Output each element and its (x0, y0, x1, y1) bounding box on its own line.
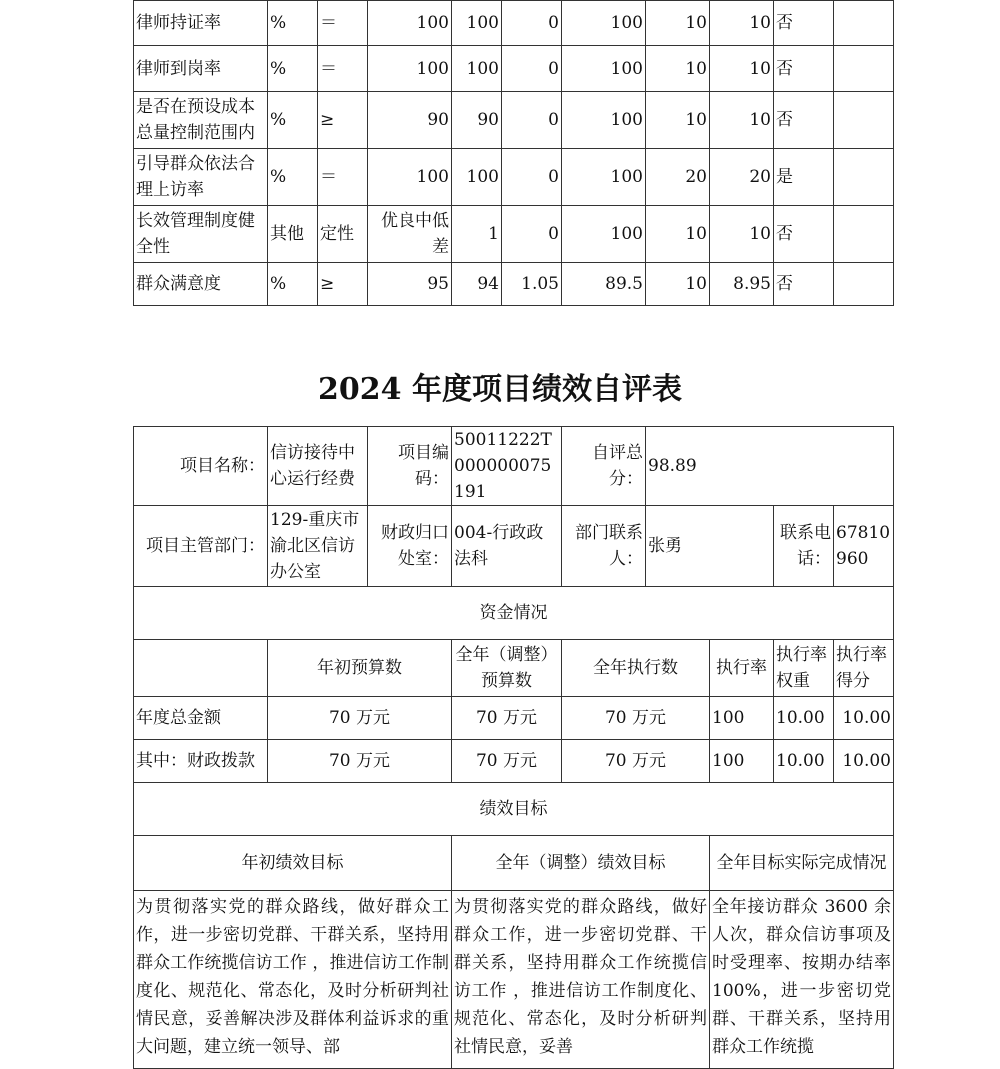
indicator-unit: % (268, 149, 318, 206)
indicator-operator: 定性 (318, 206, 368, 263)
indicator-operator: ＝ (318, 46, 368, 92)
indicator-actual: 1 (452, 206, 502, 263)
indicator-name: 律师持证率 (134, 1, 268, 46)
indicator-rate: 100 (562, 206, 646, 263)
indicator-score: 20 (710, 149, 774, 206)
table-row (134, 206, 894, 263)
total-score: 98.89 (646, 427, 894, 506)
goals-section-header: 绩效目标 (134, 783, 894, 836)
funds-header-row (134, 640, 894, 697)
funds-header-rate-score: 执行率得分 (834, 640, 894, 697)
goal-text-adjusted: 为贯彻落实党的群众路线，做好群众工作，进一步密切党群、干群关系，坚持用群众工作统揽信访工作 ，推进信访工作制度化、规范化、常态化，及时分析研判社情民意，妥善 (452, 891, 710, 1069)
project-name-label: 项目名称： (134, 427, 268, 506)
contact-person: 张勇 (646, 506, 774, 587)
indicator-score: 10 (710, 92, 774, 149)
funds-rate-weight: 10.00 (774, 697, 834, 740)
indicator-deviation: 0 (502, 1, 562, 46)
goal-header-initial: 年初绩效目标 (134, 836, 452, 891)
indicator-weight: 10 (646, 46, 710, 92)
section-row (134, 587, 894, 640)
table-row (134, 46, 894, 92)
indicator-operator: ＝ (318, 1, 368, 46)
indicator-note (834, 92, 894, 149)
contact-label: 部门联系人： (562, 506, 646, 587)
goal-text-initial: 为贯彻落实党的群众路线，做好群众工作，进一步密切党群、干群关系，坚持用群众工作统揽信访工作 ，推进信访工作制度化、规范化、常态化，及时分析研判社情民意，妥善解决涉及群体利益诉求的重大问题，建立统一领导、部 (134, 891, 452, 1069)
indicator-flag: 否 (774, 206, 834, 263)
indicator-flag: 是 (774, 149, 834, 206)
funds-header-initial: 年初预算数 (268, 640, 452, 697)
indicator-actual: 100 (452, 46, 502, 92)
project-name: 信访接待中心运行经费 (268, 427, 368, 506)
goal-text-actual: 全年接访群众 3600 余人次，群众信访事项及时受理率、按期办结率 100%，进一步密切党群、干群关系，坚持用群众工作统揽 (710, 891, 894, 1069)
indicator-unit: % (268, 263, 318, 306)
indicator-flag: 否 (774, 263, 834, 306)
indicator-deviation: 0 (502, 46, 562, 92)
indicator-score: 10 (710, 1, 774, 46)
dept-label: 项目主管部门： (134, 506, 268, 587)
indicator-unit: % (268, 92, 318, 149)
table-row (134, 92, 894, 149)
indicator-deviation: 0 (502, 92, 562, 149)
funds-executed: 70 万元 (562, 740, 710, 783)
funds-header-exec-rate: 执行率 (710, 640, 774, 697)
indicator-name: 长效管理制度健全性 (134, 206, 268, 263)
indicator-unit: 其他 (268, 206, 318, 263)
funds-initial: 70 万元 (268, 697, 452, 740)
total-score-label: 自评总分： (562, 427, 646, 506)
indicator-note (834, 263, 894, 306)
indicator-target: 90 (368, 92, 452, 149)
indicator-score: 10 (710, 46, 774, 92)
page-title: 2024 年度项目绩效自评表 (318, 372, 682, 407)
funds-adjusted: 70 万元 (452, 697, 562, 740)
funds-rate-score: 10.00 (834, 697, 894, 740)
funds-rate-weight: 10.00 (774, 740, 834, 783)
indicator-flag: 否 (774, 92, 834, 149)
funds-initial: 70 万元 (268, 740, 452, 783)
indicator-rate: 89.5 (562, 263, 646, 306)
indicator-target: 95 (368, 263, 452, 306)
indicator-target: 100 (368, 1, 452, 46)
indicator-weight: 10 (646, 206, 710, 263)
funds-header-rate-weight: 执行率权重 (774, 640, 834, 697)
indicator-flag: 否 (774, 1, 834, 46)
indicator-name: 律师到岗率 (134, 46, 268, 92)
section-row (134, 783, 894, 836)
self-eval-table (133, 426, 894, 1069)
indicator-actual: 90 (452, 92, 502, 149)
indicator-target: 100 (368, 149, 452, 206)
indicator-table (133, 0, 894, 306)
indicator-weight: 20 (646, 149, 710, 206)
funds-adjusted: 70 万元 (452, 740, 562, 783)
indicator-operator: ≥ (318, 92, 368, 149)
indicator-unit: % (268, 46, 318, 92)
goal-header-actual: 全年目标实际完成情况 (710, 836, 894, 891)
indicator-deviation: 0 (502, 206, 562, 263)
indicator-actual: 100 (452, 149, 502, 206)
table-row (134, 740, 894, 783)
goals-header-row (134, 836, 894, 891)
indicator-actual: 94 (452, 263, 502, 306)
funds-exec-rate: 100 (710, 740, 774, 783)
funds-section-header: 资金情况 (134, 587, 894, 640)
indicator-score: 8.95 (710, 263, 774, 306)
goals-body-row (134, 891, 894, 1069)
indicator-deviation: 1.05 (502, 263, 562, 306)
indicator-note (834, 206, 894, 263)
dept: 129-重庆市渝北区信访办公室 (268, 506, 368, 587)
indicator-operator: ＝ (318, 149, 368, 206)
indicator-actual: 100 (452, 1, 502, 46)
indicator-name: 群众满意度 (134, 263, 268, 306)
funds-exec-rate: 100 (710, 697, 774, 740)
indicator-target: 优良中低差 (368, 206, 452, 263)
funds-header-adjusted: 全年（调整）预算数 (452, 640, 562, 697)
project-code-label: 项目编码： (368, 427, 452, 506)
table-row (134, 1, 894, 46)
table-row (134, 697, 894, 740)
indicator-weight: 10 (646, 263, 710, 306)
indicator-name: 是否在预设成本总量控制范围内 (134, 92, 268, 149)
funds-header-executed: 全年执行数 (562, 640, 710, 697)
funds-row-label: 其中：财政拨款 (134, 740, 268, 783)
indicator-unit: % (268, 1, 318, 46)
project-info-row (134, 427, 894, 506)
indicator-rate: 100 (562, 92, 646, 149)
funds-row-label: 年度总金额 (134, 697, 268, 740)
indicator-rate: 100 (562, 46, 646, 92)
indicator-name: 引导群众依法合理上访率 (134, 149, 268, 206)
table-row (134, 263, 894, 306)
indicator-weight: 10 (646, 92, 710, 149)
phone-label: 联系电话： (774, 506, 834, 587)
indicator-operator: ≥ (318, 263, 368, 306)
indicator-note (834, 1, 894, 46)
table-row (134, 149, 894, 206)
funds-rate-score: 10.00 (834, 740, 894, 783)
funds-executed: 70 万元 (562, 697, 710, 740)
finance-label: 财政归口处室： (368, 506, 452, 587)
goal-header-adjusted: 全年（调整）绩效目标 (452, 836, 710, 891)
phone-number: 67810960 (834, 506, 894, 587)
project-code: 50011222T000000075191 (452, 427, 562, 506)
funds-header-blank (134, 640, 268, 697)
project-dept-row (134, 506, 894, 587)
indicator-rate: 100 (562, 1, 646, 46)
finance-office: 004-行政政法科 (452, 506, 562, 587)
indicator-flag: 否 (774, 46, 834, 92)
indicator-note (834, 46, 894, 92)
indicator-rate: 100 (562, 149, 646, 206)
indicator-deviation: 0 (502, 149, 562, 206)
indicator-weight: 10 (646, 1, 710, 46)
indicator-note (834, 149, 894, 206)
indicator-target: 100 (368, 46, 452, 92)
indicator-score: 10 (710, 206, 774, 263)
